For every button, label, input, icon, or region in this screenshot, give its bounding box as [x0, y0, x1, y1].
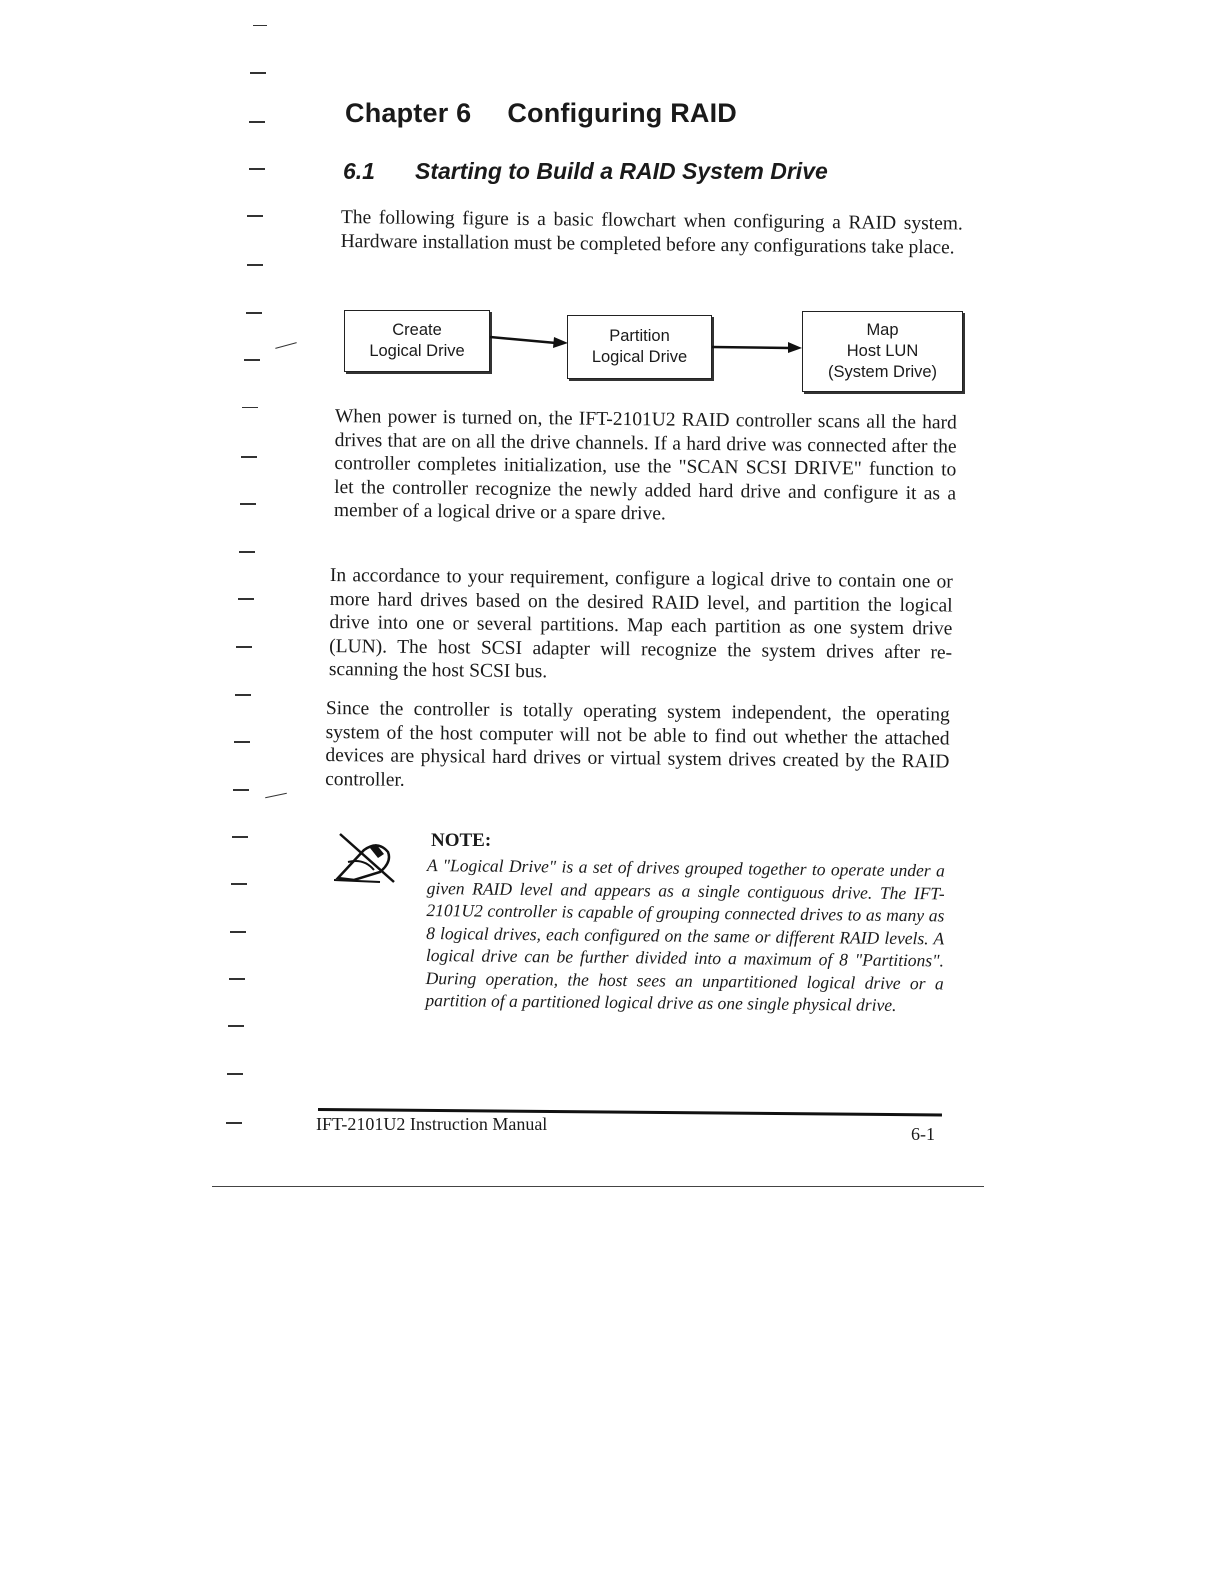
flow-step-partition-logical-drive [567, 315, 712, 379]
flow-step-create-logical-drive [344, 310, 490, 372]
body-paragraph-power-on: When power is turned on, the IFT-2101U2 RAID controller scans all the hard drives that are on all the drive channels. If a hard drive was connected after the controller completes initialization, use the "SCAN SCSI DRIVE" function to let the controller recognize the newly added hard drive and configure it as a member of a logical drive or a spare drive. [333, 405, 957, 525]
intro-paragraph: The following figure is a basic flowchart when configuring a RAID system. Hardware installation must be completed before any configurations take place. [340, 206, 963, 258]
section-heading [343, 158, 828, 185]
flow-step-label: Partition Logical Drive [591, 327, 688, 366]
section-title: Starting to Build a RAID System Drive [414, 158, 828, 184]
footer-manual-title: IFT-2101U2 Instruction Manual [316, 1114, 548, 1134]
body-paragraph-os-independent: Since the controller is totally operating system independent, the operating system of the host computer will not be able to find out whether the attached devices are physical hard drives or virtual system drives created by the RAID controller. [325, 697, 950, 791]
chapter-label: Chapter 6 [345, 98, 472, 128]
chapter-heading [345, 98, 737, 129]
flow-step-label: Create Logical Drive [369, 321, 465, 360]
chapter-title: Configuring RAID [507, 98, 737, 128]
note-text: A "Logical Drive" is a set of drives grouped together to operate under a given RAID level and appears as a single contiguous drive. The IFT-2101U2 controller is capable of grouping connected drives to as many as 8 logical drives, each configured on the same or different RAID levels. A logical drive can be further divided into a maximum of 8 "Partitions". During operation, the host sees an unpartitioned logical drive or a partition of a partitioned logical drive as one single physical drive. [425, 854, 945, 1015]
page-bottom-edge [212, 1186, 984, 1187]
body-paragraph-configure: In accordance to your requirement, configure a logical drive to contain one or more hard drives based on the desired RAID level, and partition the logical drive into one or several partitions. Map each partition as one system drive (LUN). The host SCSI adapter will recognize the system drives after re-scanning the host SCSI bus. [328, 564, 953, 683]
note-title: NOTE: [431, 830, 492, 851]
flow-arrow-icon [712, 338, 804, 358]
section-number: 6.1 [343, 158, 375, 184]
footer-page-number: 6-1 [911, 1124, 935, 1144]
flow-step-label: Map Host LUN (System Drive) [827, 321, 938, 381]
flow-step-map-host-lun [802, 311, 963, 392]
flow-arrow-icon [490, 330, 570, 350]
note-pencil-icon [334, 830, 400, 886]
